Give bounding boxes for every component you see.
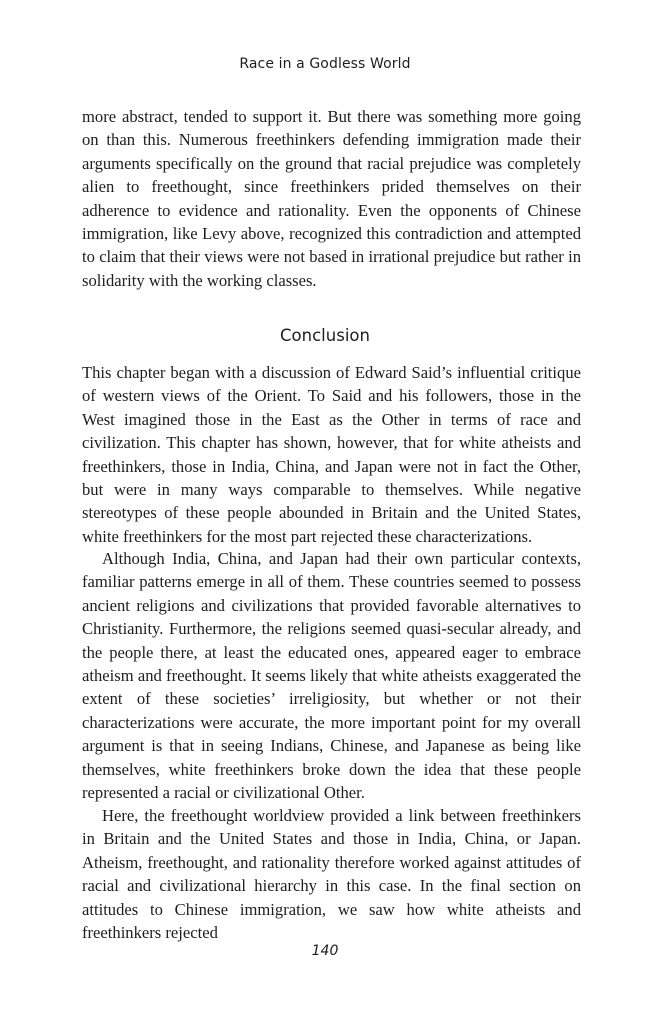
section-heading: Conclusion [280,326,370,345]
body-paragraph: more abstract, tended to support it. But there was something more going on than this. Numerous freethinkers defending immigration made their arguments specifically on the ground that racial prejudice was completely alien to freethought, since freethinkers prided themselves on their adherence to evidence and rationality. Even the opponents of Chinese immigration, like Levy above, recognized this contradiction and attempted to claim that their views were not based in irrational prejudice but rather in solidarity with the working classes. [82,107,581,290]
body-paragraph: Although India, China, and Japan had their own particular contexts, familiar patterns emerge in all of them. These countries seemed to possess ancient religions and civilizations that provided favorable alternatives to Christianity. Furthermore, the religions seemed quasi-secular already, and the people there, at least the educated ones, appeared eager to embrace atheism and freethought. It seems likely that white atheists exaggerated the extent of these societies’ irreligiosity, but whether or not their characterizations were accurate, the more important point for my overall argument is that in seeing Indians, Chinese, and Japanese as being like themselves, white freethinkers broke down the idea that these people represented a racial or civilizational Other. [82,549,581,803]
body-paragraph: Here, the freethought worldview provided a link between freethinkers in Britain and the United States and those in India, China, or Japan. Atheism, freethought, and rationality therefore worked against attitudes of racial and civilizational hierarchy in this case. In the final section on attitudes to Chinese immigration, we saw how white atheists and freethinkers rejected [82,806,581,943]
running-head: Race in a Godless World [239,56,411,72]
page-number: 140 [311,943,339,959]
body-paragraph: This chapter began with a discussion of Edward Said’s influential critique of western views of the Orient. To Said and his followers, those in the West imagined those in the East as the Other in terms of race and civilization. This chapter has shown, however, that for white atheists and freethinkers, those in India, China, and Japan were not in fact the Other, but were in many ways comparable to themselves. While negative stereotypes of these people abounded in Britain and the United States, white freethinkers for the most part rejected these characterizations. [82,363,581,546]
